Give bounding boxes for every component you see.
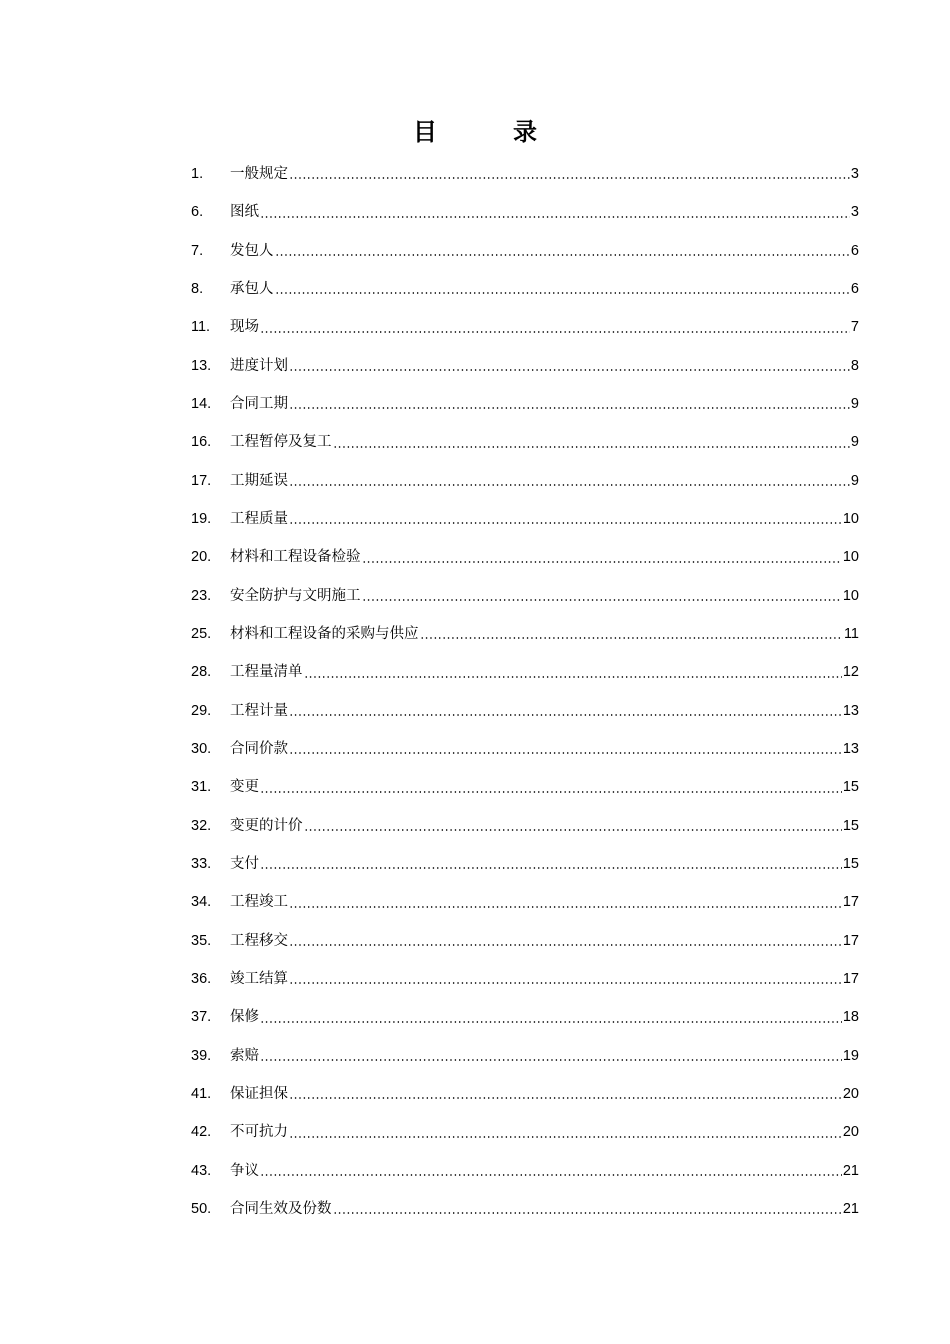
toc-dot-leader bbox=[260, 1021, 842, 1023]
toc-entry-title[interactable]: 材料和工程设备的采购与供应 bbox=[230, 625, 419, 642]
toc-entry-page-number: 13 bbox=[842, 702, 859, 719]
toc-entry-title[interactable]: 保证担保 bbox=[230, 1085, 288, 1102]
toc-entry[interactable] bbox=[191, 347, 859, 385]
toc-entry-number: 42. bbox=[191, 1124, 212, 1141]
toc-entry-number: 35. bbox=[191, 932, 212, 949]
toc-entry-title[interactable]: 图纸 bbox=[230, 204, 259, 221]
toc-entry-number: 28. bbox=[191, 664, 212, 681]
toc-entry[interactable] bbox=[191, 308, 859, 346]
toc-entry-number: 41. bbox=[191, 1085, 212, 1102]
toc-dot-leader bbox=[260, 867, 842, 869]
toc-entry-title[interactable]: 工期延误 bbox=[230, 472, 288, 489]
toc-entry[interactable] bbox=[191, 998, 859, 1036]
toc-entry-number: 36. bbox=[191, 970, 212, 987]
toc-title: 目 录 bbox=[413, 118, 563, 146]
toc-entry-title[interactable]: 索赔 bbox=[230, 1047, 259, 1064]
toc-entry-page-number: 13 bbox=[842, 740, 859, 757]
toc-entry-title[interactable]: 进度计划 bbox=[230, 357, 288, 374]
toc-entry-number: 25. bbox=[191, 625, 212, 642]
toc-dot-leader bbox=[289, 752, 842, 754]
toc-entry[interactable] bbox=[191, 1190, 859, 1228]
toc-entry[interactable] bbox=[191, 960, 859, 998]
toc-dot-leader bbox=[333, 1212, 842, 1214]
toc-entry-page-number: 12 bbox=[842, 664, 859, 681]
toc-entry-page-number: 21 bbox=[842, 1200, 859, 1217]
toc-entry-number: 30. bbox=[191, 740, 212, 757]
toc-entry-title[interactable]: 现场 bbox=[230, 319, 259, 336]
toc-dot-leader bbox=[333, 446, 850, 448]
toc-entry-title[interactable]: 合同价款 bbox=[230, 740, 288, 757]
toc-entry-page-number: 18 bbox=[842, 1009, 859, 1026]
toc-dot-leader bbox=[275, 292, 850, 294]
toc-entry-page-number: 3 bbox=[850, 204, 859, 221]
toc-entry-page-number: 7 bbox=[850, 319, 859, 336]
toc-entry-title[interactable]: 承包人 bbox=[230, 280, 274, 297]
toc-entry-page-number: 11 bbox=[843, 625, 859, 642]
toc-entry-page-number: 9 bbox=[850, 472, 859, 489]
toc-entry[interactable] bbox=[191, 577, 859, 615]
toc-entry-page-number: 9 bbox=[850, 434, 859, 451]
toc-dot-leader bbox=[289, 982, 842, 984]
toc-entry-title[interactable]: 竣工结算 bbox=[230, 970, 288, 987]
toc-entry-number: 20. bbox=[191, 549, 212, 566]
toc-entry[interactable] bbox=[191, 1152, 859, 1190]
toc-entry[interactable] bbox=[191, 845, 859, 883]
toc-entry-title[interactable]: 工程竣工 bbox=[230, 894, 288, 911]
toc-dot-leader bbox=[362, 561, 842, 563]
toc-entry[interactable] bbox=[191, 232, 859, 270]
toc-dot-leader bbox=[289, 177, 850, 179]
toc-dot-leader bbox=[260, 331, 850, 333]
toc-dot-leader bbox=[260, 1059, 842, 1061]
toc-entry[interactable] bbox=[191, 768, 859, 806]
toc-entry-number: 37. bbox=[191, 1009, 212, 1026]
toc-entry-number: 6. bbox=[191, 204, 204, 221]
toc-entry-page-number: 8 bbox=[850, 357, 859, 374]
toc-entry-number: 17. bbox=[191, 472, 212, 489]
toc-dot-leader bbox=[260, 216, 850, 218]
toc-entry[interactable] bbox=[191, 193, 859, 231]
toc-entry-number: 29. bbox=[191, 702, 212, 719]
toc-entry-title[interactable]: 工程量清单 bbox=[230, 664, 303, 681]
toc-entry-number: 31. bbox=[191, 779, 212, 796]
toc-entry-page-number: 15 bbox=[842, 779, 859, 796]
toc-entry-title[interactable]: 争议 bbox=[230, 1162, 259, 1179]
toc-entry[interactable] bbox=[191, 807, 859, 845]
toc-entry[interactable] bbox=[191, 692, 859, 730]
toc-entry-page-number: 15 bbox=[842, 817, 859, 834]
toc-dot-leader bbox=[289, 944, 842, 946]
toc-dot-leader bbox=[260, 1174, 842, 1176]
toc-dot-leader bbox=[289, 714, 842, 716]
toc-entry-title[interactable]: 发包人 bbox=[230, 242, 274, 259]
toc-entry-title[interactable]: 支付 bbox=[230, 855, 259, 872]
toc-entry-page-number: 17 bbox=[842, 970, 859, 987]
table-of-contents bbox=[191, 155, 859, 1228]
toc-entry-number: 50. bbox=[191, 1200, 212, 1217]
toc-entry[interactable] bbox=[191, 1113, 859, 1151]
toc-entry-title[interactable]: 不可抗力 bbox=[230, 1124, 288, 1141]
toc-entry-title[interactable]: 工程移交 bbox=[230, 932, 288, 949]
toc-entry[interactable] bbox=[191, 538, 859, 576]
toc-entry-page-number: 10 bbox=[842, 587, 859, 604]
toc-entry[interactable] bbox=[191, 653, 859, 691]
toc-dot-leader bbox=[289, 1136, 842, 1138]
toc-entry[interactable] bbox=[191, 730, 859, 768]
toc-dot-leader bbox=[260, 791, 842, 793]
toc-entry-number: 1. bbox=[191, 166, 204, 182]
toc-entry-number: 8. bbox=[191, 280, 204, 297]
toc-entry-number: 23. bbox=[191, 587, 212, 604]
toc-entry-number: 43. bbox=[191, 1162, 212, 1179]
toc-entry-page-number: 17 bbox=[842, 932, 859, 949]
toc-entry-page-number: 15 bbox=[842, 855, 859, 872]
toc-dot-leader bbox=[420, 637, 843, 639]
toc-dot-leader bbox=[289, 407, 850, 409]
toc-entry-number: 34. bbox=[191, 894, 212, 911]
toc-entry-number: 13. bbox=[191, 357, 212, 374]
toc-entry[interactable] bbox=[191, 462, 859, 500]
toc-entry-title[interactable]: 保修 bbox=[230, 1009, 259, 1026]
toc-entry-page-number: 17 bbox=[842, 894, 859, 911]
toc-entry-page-number: 20 bbox=[842, 1085, 859, 1102]
toc-entry-title[interactable]: 合同工期 bbox=[230, 395, 288, 412]
toc-entry-title[interactable]: 工程暂停及复工 bbox=[230, 434, 332, 451]
toc-entry-page-number: 21 bbox=[842, 1162, 859, 1179]
toc-entry-title[interactable]: 变更的计价 bbox=[230, 817, 303, 834]
toc-dot-leader bbox=[289, 522, 842, 524]
toc-entry-title[interactable]: 一般规定 bbox=[230, 166, 288, 182]
toc-entry[interactable] bbox=[191, 1075, 859, 1113]
toc-entry-page-number: 20 bbox=[842, 1124, 859, 1141]
toc-entry-title[interactable]: 工程计量 bbox=[230, 702, 288, 719]
toc-entry-page-number: 3 bbox=[850, 166, 859, 182]
toc-entry-title[interactable]: 合同生效及份数 bbox=[230, 1200, 332, 1217]
toc-entry[interactable] bbox=[191, 1037, 859, 1075]
toc-dot-leader bbox=[289, 906, 842, 908]
toc-entry-number: 7. bbox=[191, 242, 204, 259]
toc-entry-page-number: 6 bbox=[850, 280, 859, 297]
toc-entry-title[interactable]: 安全防护与文明施工 bbox=[230, 587, 361, 604]
toc-dot-leader bbox=[275, 254, 850, 256]
toc-entry-title[interactable]: 材料和工程设备检验 bbox=[230, 549, 361, 566]
toc-entry-number: 11. bbox=[191, 319, 211, 336]
toc-entry-number: 19. bbox=[191, 510, 212, 527]
toc-entry-page-number: 10 bbox=[842, 549, 859, 566]
toc-dot-leader bbox=[304, 829, 842, 831]
toc-entry[interactable] bbox=[191, 883, 859, 921]
toc-entry-page-number: 6 bbox=[850, 242, 859, 259]
toc-entry[interactable] bbox=[191, 270, 859, 308]
toc-entry[interactable] bbox=[191, 385, 859, 423]
toc-entry-title[interactable]: 工程质量 bbox=[230, 510, 288, 527]
toc-entry-page-number: 10 bbox=[842, 510, 859, 527]
toc-entry-number: 39. bbox=[191, 1047, 212, 1064]
toc-entry[interactable] bbox=[191, 922, 859, 960]
toc-entry-title[interactable]: 变更 bbox=[230, 779, 259, 796]
toc-dot-leader bbox=[289, 1097, 842, 1099]
toc-entry[interactable] bbox=[191, 423, 859, 461]
toc-dot-leader bbox=[304, 676, 842, 678]
toc-entry[interactable] bbox=[191, 500, 859, 538]
toc-entry-number: 16. bbox=[191, 434, 212, 451]
toc-entry-number: 32. bbox=[191, 817, 212, 834]
toc-entry-page-number: 9 bbox=[850, 395, 859, 412]
toc-entry[interactable] bbox=[191, 155, 859, 193]
toc-dot-leader bbox=[362, 599, 842, 601]
toc-entry[interactable] bbox=[191, 615, 859, 653]
toc-entry-number: 33. bbox=[191, 855, 212, 872]
toc-entry-page-number: 19 bbox=[842, 1047, 859, 1064]
toc-dot-leader bbox=[289, 484, 850, 486]
toc-dot-leader bbox=[289, 369, 850, 371]
toc-entry-number: 14. bbox=[191, 395, 212, 412]
